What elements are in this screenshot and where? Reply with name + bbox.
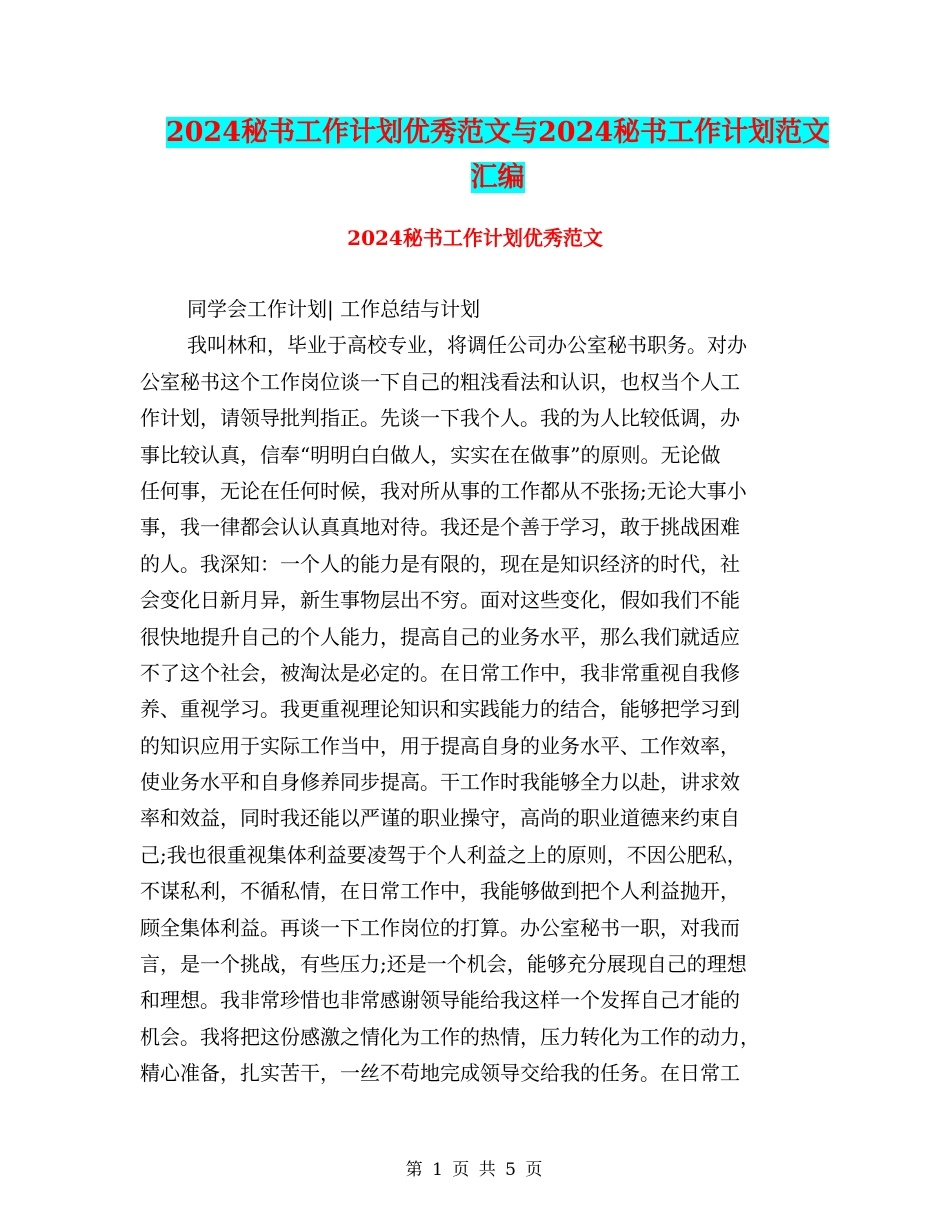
title-line-2: 汇编	[470, 162, 525, 193]
title-line-1: 2024秘书工作计划优秀范文与2024秘书工作计划范文	[165, 117, 830, 148]
body-line: 不了这个社会，被淘汰是必定的。在日常工作中，我非常重视自我修	[140, 660, 740, 685]
section-heading: 2024秘书工作计划优秀范文	[347, 226, 603, 250]
body-line: 事，我一律都会认认真真地对待。我还是个善于学习，敢于挑战困难	[140, 515, 740, 540]
body-line: 顾全集体利益。再谈一下工作岗位的打算。办公室秘书一职，对我而	[140, 915, 740, 940]
body-line: 不谋私利，不循私情，在日常工作中，我能够做到把个人利益抛开，	[140, 879, 740, 904]
body-line: 公室秘书这个工作岗位谈一下自己的粗浅看法和认识，也权当个人工	[140, 369, 740, 394]
body-line: 和理想。我非常珍惜也非常感谢领导能给我这样一个发挥自己才能的	[140, 988, 740, 1013]
category-line: 同学会工作计划| 工作总结与计划	[187, 297, 481, 321]
body-line: 会变化日新月异，新生事物层出不穷。面对这些变化，假如我们不能	[140, 588, 740, 613]
body-line: 作计划，请领导批判指正。先谈一下我个人。我的为人比较低调，办	[140, 406, 740, 431]
body-line: 事比较认真，信奉“明明白白做人，实实在在做事”的原则。无论做	[140, 442, 721, 467]
body-line: 任何事，无论在任何时候，我对所从事的工作都从不张扬;无论大事小	[140, 478, 747, 503]
body-line: 的知识应用于实际工作当中，用于提高自身的业务水平、工作效率，	[140, 733, 740, 758]
body-line: 的人。我深知：一个人的能力是有限的，现在是知识经济的时代，社	[140, 551, 740, 576]
body-line: 机会。我将把这份感激之情化为工作的热情，压力转化为工作的动力，	[140, 1024, 760, 1049]
body-line: 养、重视学习。我更重视理论知识和实践能力的结合，能够把学习到	[140, 697, 740, 722]
body-line: 率和效益，同时我还能以严谨的职业操守，高尚的职业道德来约束自	[140, 806, 740, 831]
page-footer: 第 1 页 共 5 页	[405, 1160, 545, 1180]
body-line: 精心准备，扎实苦干，一丝不苟地完成领导交给我的任务。在日常工	[140, 1061, 740, 1086]
body-line: 言，是一个挑战，有些压力;还是一个机会，能够充分展现自己的理想	[140, 952, 747, 977]
body-line: 使业务水平和自身修养同步提高。干工作时我能够全力以赴，讲求效	[140, 770, 740, 795]
document-body	[140, 291, 810, 1092]
document-title	[140, 110, 855, 200]
body-line: 己;我也很重视集体利益要凌驾于个人利益之上的原则，不因公肥私，	[140, 842, 747, 867]
body-line: 我叫林和，毕业于高校专业，将调任公司办公室秘书职务。对办	[187, 333, 747, 358]
body-line: 很快地提升自己的个人能力，提高自己的业务水平，那么我们就适应	[140, 624, 740, 649]
